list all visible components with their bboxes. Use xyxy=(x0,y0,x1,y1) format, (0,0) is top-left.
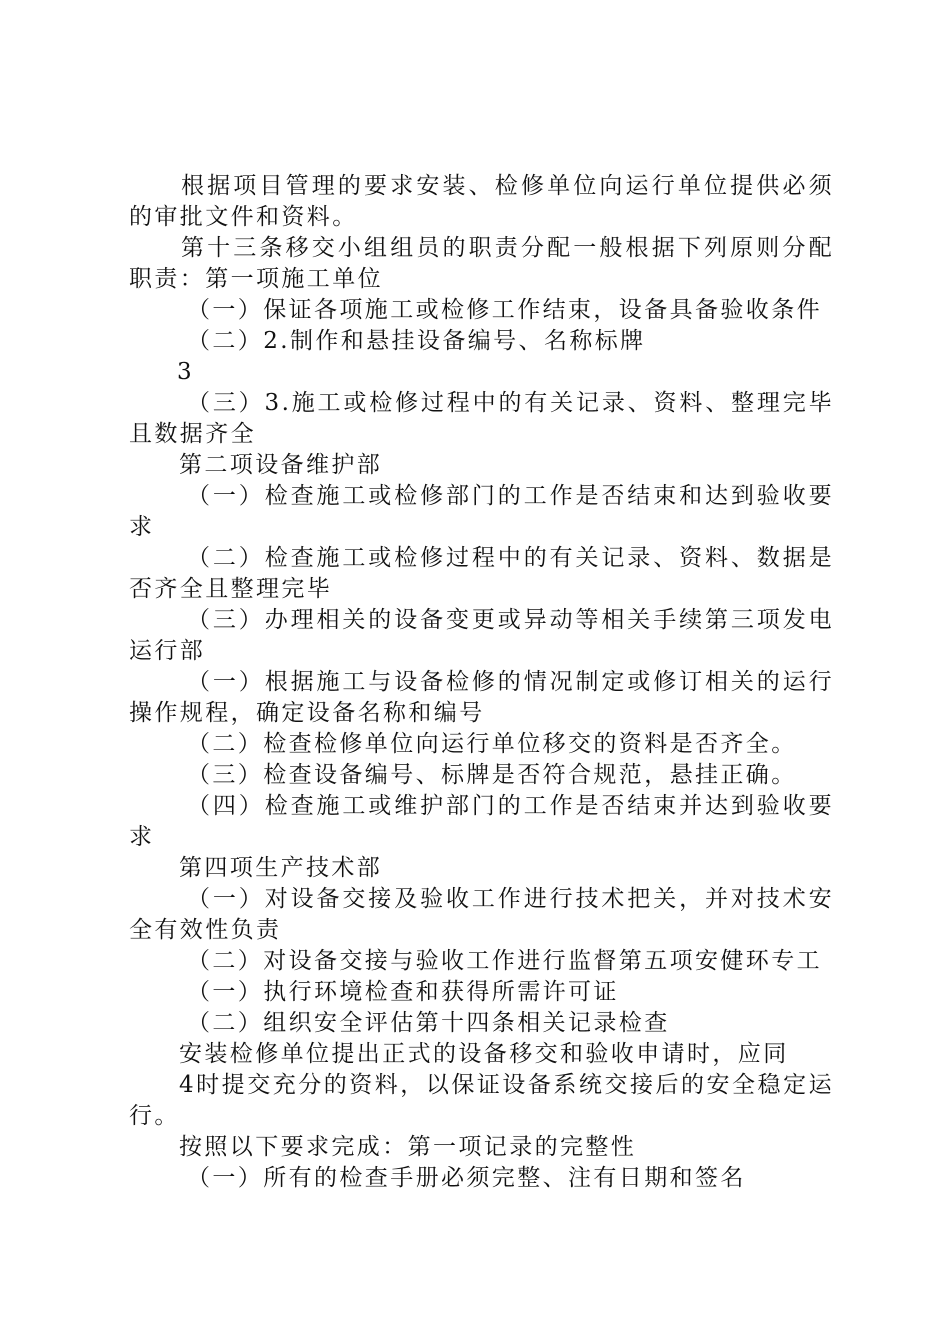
list-item: （四）检查施工或维护部门的工作是否结束并达到验收要求 xyxy=(129,793,834,850)
list-item: （三）3.施工或检修过程中的有关记录、资料、整理完毕且数据齐全 xyxy=(129,390,834,447)
list-item: （一）对设备交接及验收工作进行技术把关，并对技术安全有效性负责 xyxy=(129,886,834,943)
list-item: （一）执行环境检查和获得所需许可证 xyxy=(187,979,619,1005)
paragraph: 安装检修单位提出正式的设备移交和验收申请时，应同 xyxy=(179,1041,789,1067)
paragraph: 第十三条移交小组组员的职责分配一般根据下列原则分配职责：第一项施工单位 xyxy=(129,235,834,292)
list-item: （一）根据施工与设备检修的情况制定或修订相关的运行操作规程，确定设备名称和编号 xyxy=(129,669,834,726)
list-item: （三）检查设备编号、标牌是否符合规范，悬挂正确。 xyxy=(187,762,797,788)
paragraph: 根据项目管理的要求安装、检修单位向运行单位提供必须的审批文件和资料。 xyxy=(129,173,834,230)
list-item: （一）所有的检查手册必须完整、注有日期和签名 xyxy=(187,1165,746,1191)
document-body xyxy=(129,171,834,1194)
paragraph: 按照以下要求完成：第一项记录的完整性 xyxy=(179,1134,637,1160)
list-item: （二）组织安全评估第十四条相关记录检查 xyxy=(187,1010,670,1036)
list-item: （二）检查检修单位向运行单位移交的资料是否齐全。 xyxy=(187,731,797,757)
list-item: （一）检查施工或检修部门的工作是否结束和达到验收要求 xyxy=(129,483,834,540)
page-number-fragment: 3 xyxy=(177,359,195,385)
list-item: （三）办理相关的设备变更或异动等相关手续第三项发电运行部 xyxy=(129,607,834,664)
section-heading: 第四项生产技术部 xyxy=(179,855,383,881)
paragraph: 4时提交充分的资料，以保证设备系统交接后的安全稳定运行。 xyxy=(129,1072,834,1129)
list-item: （二）对设备交接与验收工作进行监督第五项安健环专工 xyxy=(187,948,822,974)
list-item: （二）2.制作和悬挂设备编号、名称标牌 xyxy=(187,328,646,354)
list-item: （一）保证各项施工或检修工作结束，设备具备验收条件 xyxy=(187,297,822,323)
section-heading: 第二项设备维护部 xyxy=(179,452,383,478)
list-item: （二）检查施工或检修过程中的有关记录、资料、数据是否齐全且整理完毕 xyxy=(129,545,834,602)
